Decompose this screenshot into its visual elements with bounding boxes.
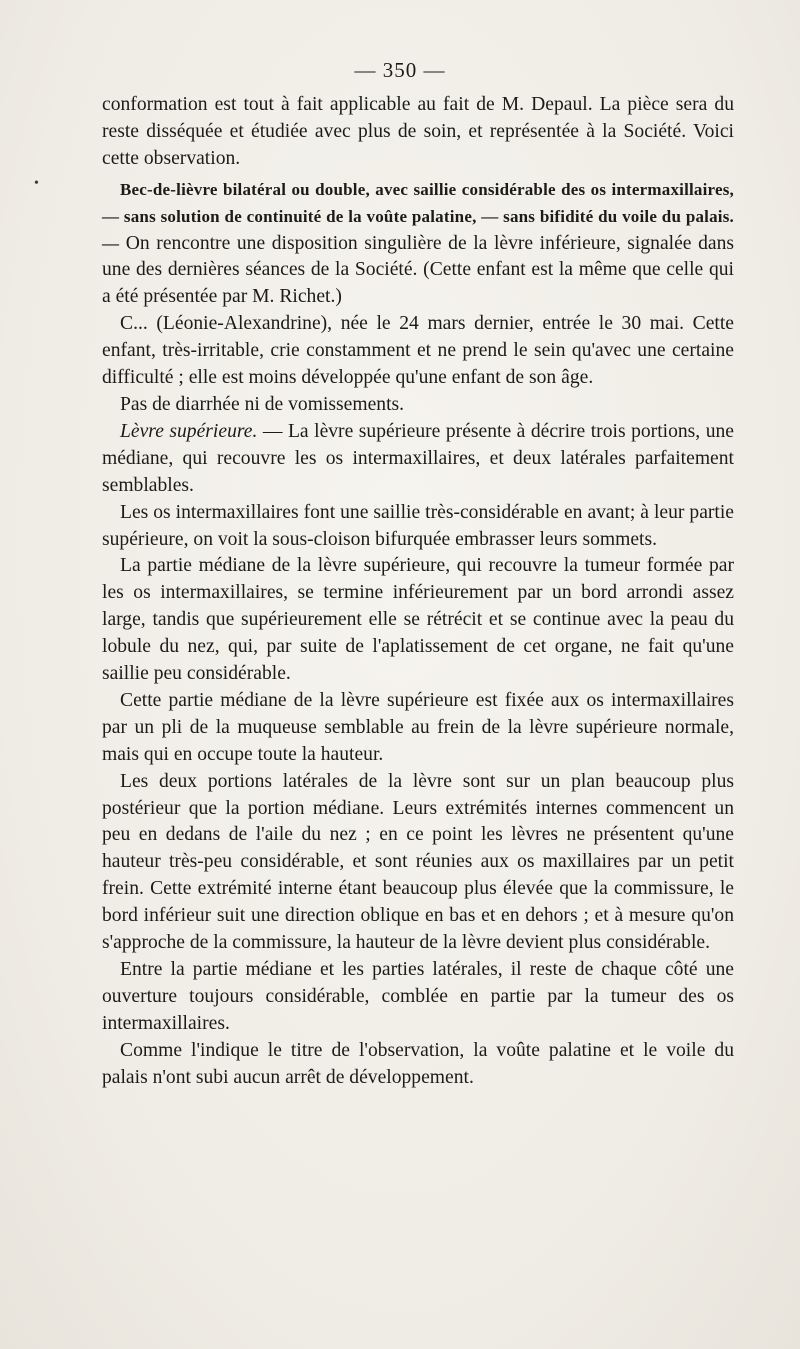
upper-lip-lead: Lèvre supérieure. bbox=[120, 420, 258, 442]
paragraph-intermaxillary: Les os intermaxillaires font une saillie très-considérable en avant; à leur partie supérieure, on voit la sous-cloison bifurquée embrasser leurs sommets. bbox=[102, 501, 734, 550]
page-number: — 350 — bbox=[354, 58, 446, 82]
upper-lip-text: — La lèvre supérieure présente à décrire trois portions, une médiane, qui recouvre les os intermaxillaires, et deux latérales parfaitement semblables. bbox=[102, 420, 734, 496]
paragraph-upper-lip bbox=[102, 419, 734, 500]
paragraph-median-part: La partie médiane de la lèvre supérieure, qui recouvre la tumeur formée par les os intermaxillaires, se termine inférieurement par un bord arrondi assez large, tandis que supérieurement elle se rétrécit et se continue avec la peau du lobule du nez, qui, par suite de l'aplatissement de cet organe, ne fait qu'une saillie peu considérable. bbox=[102, 555, 734, 685]
paragraph-openings: Entre la partie médiane et les parties latérales, il reste de chaque côté une ouverture toujours considérable, comblée en partie par la tumeur des os intermaxillaires. bbox=[102, 959, 734, 1034]
paragraph-palate: Comme l'indique le titre de l'observation, la voûte palatine et le voile du palais n'ont subi aucun arrêt de développement. bbox=[102, 1039, 734, 1088]
paragraph-1: conformation est tout à fait applicable au fait de M. Depaul. La pièce sera du reste disséquée et étudiée avec plus de soin, et représentée à la Société. Voici cette observation. bbox=[102, 94, 734, 169]
paragraph-patient: C... (Léonie-Alexandrine), née le 24 mars dernier, entrée le 30 mai. Cette enfant, très-irritable, crie constamment et ne prend le sein qu'avec une certaine difficulté ; elle est moins développée qu'une enfant de son âge. bbox=[102, 313, 734, 389]
paragraph-lateral-portions: Les deux portions latérales de la lèvre sont sur un plan beaucoup plus postérieur que la portion médiane. Leurs extrémités internes commencent un peu en dedans de l'aile du nez ; en ce point les lèvres ne présentent qu'une hauteur très-peu considérable, et sont réunies aux os maxillaires par un petit frein. Cette extrémité interne étant beaucoup plus élevée que la commissure, le bord inférieur suit une direction oblique en bas et en dehors ; et à mesure qu'on s'approche de la commissure, la hauteur de la lèvre devient plus considérable. bbox=[102, 770, 734, 954]
margin-speck: • bbox=[34, 176, 39, 191]
body-text bbox=[102, 92, 734, 1092]
paragraph-median-fixation: Cette partie médiane de la lèvre supérieure est fixée aux os intermaxillaires par un pli de la muqueuse semblable au frein de la lèvre supérieure normale, mais qui en occupe toute la hauteur. bbox=[102, 689, 734, 765]
paragraph-symptoms: Pas de diarrhée ni de vomissements. bbox=[120, 393, 405, 415]
observation-intro: On rencontre une disposition singulière de la lèvre inférieure, signalée dans une des dernières séances de la Société. (Cette enfant est la même que celle qui a été présentée par M. Richet.) bbox=[102, 232, 734, 308]
observation-paragraph bbox=[102, 177, 734, 312]
observation-heading: Bec-de-lièvre bilatéral ou double, avec saillie considérable des os intermaxillaires, — sans solution de continuité de la voûte palatine, — sans bifidité du voile du palais. — bbox=[102, 179, 734, 253]
